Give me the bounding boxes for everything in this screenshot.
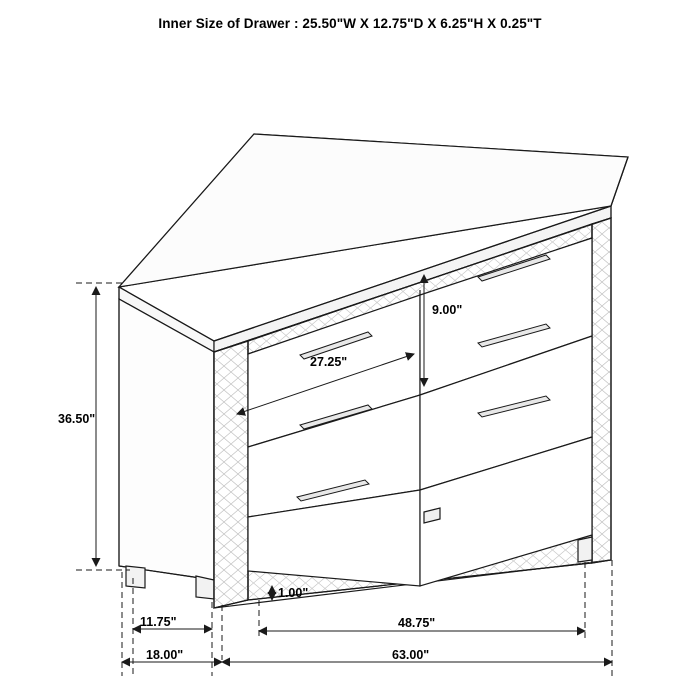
dimension-label-width-overall: 63.00": [392, 648, 430, 662]
dimension-label-depth-total: 18.00": [146, 648, 184, 662]
dimension-label-width-front: 48.75": [398, 616, 436, 630]
dimension-label-depth-side: 11.75": [140, 615, 177, 629]
dimension-label-base-height: 1.00": [278, 586, 309, 600]
dresser-body: [119, 134, 628, 608]
dimension-label-height-overall: 36.50": [58, 412, 96, 426]
page-title: Inner Size of Drawer : 25.50"W X 12.75"D X 6.25"H X 0.25"T: [158, 16, 542, 31]
dimension-label-drawer-width: 27.25": [310, 355, 348, 369]
dimension-label-drawer-height: 9.00": [432, 303, 463, 317]
